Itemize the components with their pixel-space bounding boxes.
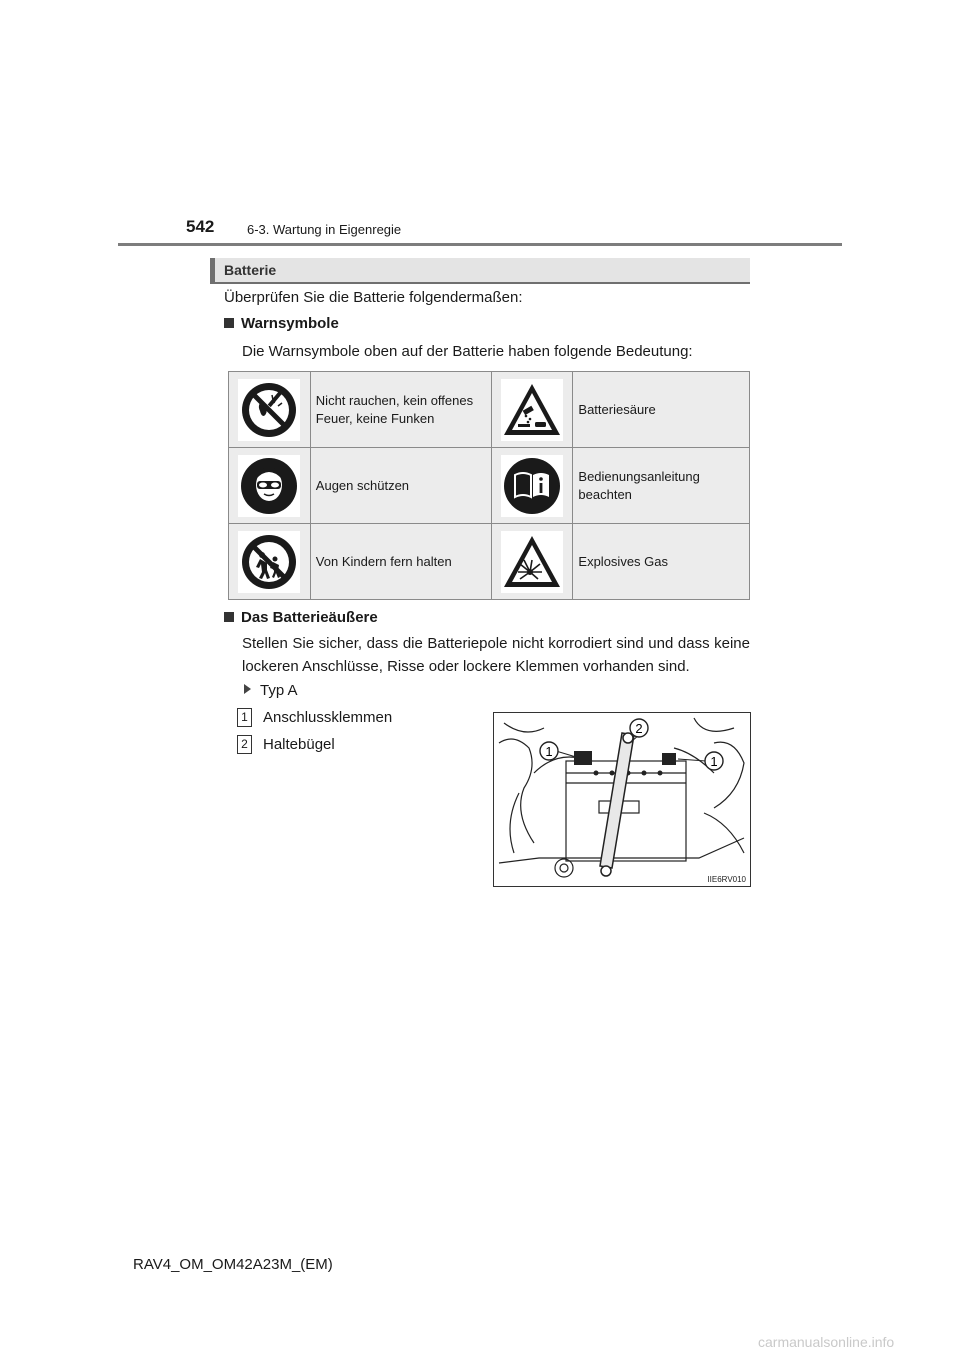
table-cell: Batteriesäure bbox=[573, 372, 750, 448]
battery-exterior-heading-text: Das Batterieäußere bbox=[241, 609, 378, 626]
battery-acid-warning-icon bbox=[501, 379, 563, 441]
table-cell bbox=[491, 448, 573, 524]
square-bullet-icon bbox=[224, 612, 234, 622]
table-cell: Von Kindern fern halten bbox=[310, 524, 491, 600]
callout-number-box: 2 bbox=[237, 735, 252, 754]
battery-exterior-heading bbox=[224, 609, 378, 626]
read-manual-icon bbox=[501, 455, 563, 517]
warning-symbols-description: Die Warnsymbole oben auf der Batterie haben folgende Bedeutung: bbox=[242, 343, 693, 360]
watermark: carmanualsonline.info bbox=[758, 1334, 895, 1350]
section-title: Batterie bbox=[224, 262, 277, 278]
chapter-title: 6-3. Wartung in Eigenregie bbox=[247, 222, 402, 237]
callout-number: 1 bbox=[545, 744, 553, 759]
warning-symbols-heading-text: Warnsymbole bbox=[241, 315, 339, 332]
section-header-bar bbox=[210, 258, 750, 284]
keep-away-children-icon bbox=[238, 531, 300, 593]
callout-number: 2 bbox=[635, 721, 643, 736]
eye-protection-icon bbox=[238, 455, 300, 517]
table-row bbox=[229, 448, 750, 524]
legend-label: Anschlussklemmen bbox=[263, 709, 393, 726]
legend-item-hold-down-clamp bbox=[237, 735, 335, 754]
battery-drawing bbox=[494, 713, 750, 886]
type-a-label bbox=[244, 682, 298, 699]
legend-item-terminals bbox=[237, 708, 392, 727]
battery-illustration bbox=[493, 712, 751, 887]
header-rule bbox=[118, 243, 842, 246]
type-a-text: Typ A bbox=[260, 682, 298, 699]
table-cell: Augen schützen bbox=[310, 448, 491, 524]
table-cell bbox=[491, 372, 573, 448]
battery-exterior-description: Stellen Sie sicher, dass die Batteriepole nicht korrodiert sind und dass keine lockeren Anschlüsse, Risse oder lockere Klemmen vorhanden sind. bbox=[242, 635, 750, 675]
footer-model-code: RAV4_OM_OM42A23M_(EM) bbox=[133, 1256, 333, 1273]
section-header-accent bbox=[210, 258, 215, 282]
square-bullet-icon bbox=[224, 318, 234, 328]
table-row bbox=[229, 372, 750, 448]
table-cell: Bedienungsanleitung beachten bbox=[573, 448, 750, 524]
page-number: 542 bbox=[186, 217, 215, 236]
no-smoking-fire-icon bbox=[238, 379, 300, 441]
table-cell bbox=[491, 524, 573, 600]
warning-symbols-table bbox=[228, 371, 750, 600]
warning-symbols-heading bbox=[224, 315, 339, 332]
callout-number: 1 bbox=[710, 754, 718, 769]
figure-code: IIE6RV010 bbox=[707, 875, 746, 884]
table-row bbox=[229, 524, 750, 600]
table-cell bbox=[229, 372, 311, 448]
table-cell: Explosives Gas bbox=[573, 524, 750, 600]
table-cell bbox=[229, 524, 311, 600]
explosive-gas-warning-icon bbox=[501, 531, 563, 593]
table-cell: Nicht rauchen, kein offenes Feuer, keine Funken bbox=[310, 372, 491, 448]
triangle-bullet-icon bbox=[244, 684, 251, 694]
table-cell bbox=[229, 448, 311, 524]
callout-number-box: 1 bbox=[237, 708, 252, 727]
intro-text: Überprüfen Sie die Batterie folgendermaßen: bbox=[224, 289, 523, 306]
legend-label: Haltebügel bbox=[263, 736, 335, 753]
